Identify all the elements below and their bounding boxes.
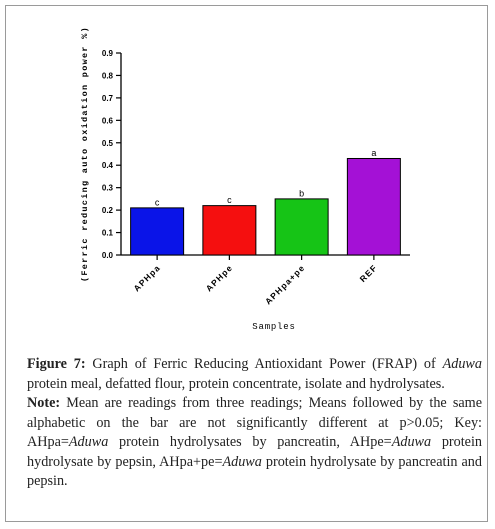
y-tick-label: 0.7	[101, 93, 113, 103]
x-axis	[121, 255, 410, 306]
y-tick-label: 0.2	[101, 206, 113, 216]
bars-group	[131, 148, 401, 255]
note-text: Mean are readings from three readings; Means followed by the same alphabetic on the bar are not significantly different at p>0.05; Key: AHpa=	[27, 395, 482, 450]
figure-caption	[27, 355, 482, 492]
x-tick-label: APHpe	[203, 262, 235, 294]
figure-label: Figure 7:	[27, 356, 86, 372]
note-text: protein hydrolysate by pepsin, AHpa+pe=	[27, 434, 483, 470]
figure-caption-text	[27, 355, 482, 394]
x-axis-label: Samples	[252, 322, 296, 332]
bar-APHpe	[203, 206, 256, 255]
bar-REF	[347, 158, 400, 255]
y-tick-label: 0.4	[101, 161, 113, 171]
figure-note	[27, 394, 482, 492]
bar-chart	[12, 12, 495, 342]
y-axis-label: (Ferric reducing auto oxidation power %)	[80, 25, 90, 283]
bar-letter: c	[227, 195, 232, 206]
bar-APHpa+pe	[275, 199, 328, 255]
x-tick-label: REF	[357, 262, 380, 284]
y-tick-label: 0.6	[101, 116, 113, 126]
y-tick-label: 0.0	[101, 251, 113, 260]
y-tick-label: 0.1	[101, 228, 113, 238]
figure-frame	[5, 5, 488, 522]
y-axis	[102, 49, 121, 260]
bar-letter: a	[371, 147, 377, 158]
note-label: Note:	[27, 395, 61, 411]
caption-text: Graph of Ferric Reducing Antioxidant Power (FRAP) of	[85, 356, 443, 372]
bar-letter: b	[299, 188, 305, 199]
note-italic: Aduwa	[68, 434, 109, 450]
note-text: protein hydrolysates by pancreatin, AHpe=	[108, 434, 392, 450]
note-italic: Aduwa	[391, 434, 432, 450]
y-tick-label: 0.8	[101, 71, 113, 81]
caption-text: protein meal, defatted flour, protein concentrate, isolate and hydrolysates.	[27, 375, 445, 392]
y-tick-label: 0.3	[101, 183, 113, 193]
x-tick-label: APHpa	[131, 262, 163, 294]
bar-letter: c	[154, 197, 160, 208]
bar-APHpa	[131, 208, 184, 255]
x-tick-label: APHpa+pe	[262, 262, 308, 307]
caption-italic: Aduwa	[442, 356, 482, 372]
y-tick-label: 0.9	[101, 49, 113, 58]
y-tick-label: 0.5	[101, 138, 113, 148]
note-italic: Aduwa	[222, 453, 262, 470]
note-text: protein hydrolysate by pancreatin and pepsin.	[27, 453, 482, 489]
